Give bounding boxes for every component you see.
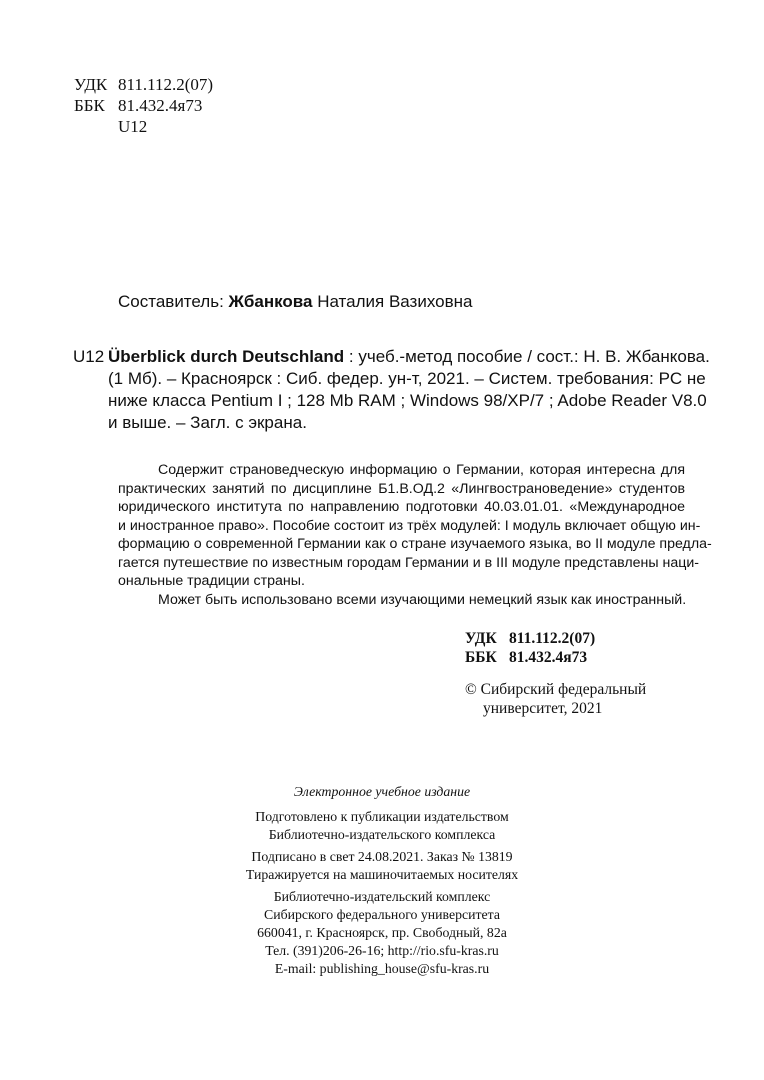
annotation-line: Содержит страноведческую информацию о Германии, которая интересна для: [158, 462, 685, 478]
annotation: [118, 461, 712, 609]
udk-row: [74, 74, 213, 95]
signed-date-order: Подписано в свет 24.08.2021. Заказ № 13819: [251, 849, 513, 864]
copyright-line-1: © Сибирский федеральный: [465, 681, 647, 698]
book-title: Überblick durch Deutschland: [108, 347, 345, 366]
annotation-line: Может быть использовано всеми изучающими немецкий язык как иностранный.: [158, 591, 687, 608]
annotation-line: и иностранное право». Пособие состоит из трёх модулей: I модуль включает общую ин-: [118, 517, 701, 534]
bib-line-1-rest: : учеб.-метод пособие / сост.: Н. В. Жбанкова.: [344, 347, 710, 366]
edition-type: Электронное учебное издание: [293, 784, 471, 799]
prep-line-1: Подготовлено к публикации издательством: [255, 809, 509, 824]
prep-line-2: Библиотечно-издательского комплекса: [268, 827, 496, 842]
copyright: [465, 680, 646, 718]
bib-line-2: (1 Мб). – Красноярск : Сиб. федер. ун-т, 2021. – Систем. требования: PC не: [108, 369, 706, 388]
bbk-label: ББК: [74, 96, 105, 115]
udk-label: УДК: [74, 75, 108, 94]
compiler-line: [118, 292, 473, 312]
annotation-line: формацию о современной Германии как о стране изучаемого языка, во II модуле предла-: [118, 536, 712, 552]
publisher-line-1: Библиотечно-издательский комплекс: [273, 889, 491, 904]
signing-info: [180, 848, 584, 884]
bibliographic-record: [73, 346, 710, 434]
annotation-line: практических занятий по дисциплине Б1.В.ОД.2 «Лингвострановедение» студентов: [118, 480, 685, 497]
publisher-line-2: Сибирского федерального университета: [264, 907, 500, 922]
compiler-label: Составитель:: [118, 292, 224, 311]
bbk-value: 81.432.4я73: [118, 96, 203, 115]
classification-codes-top: [74, 74, 213, 137]
bbk-value: 81.432.4я73: [509, 649, 588, 666]
annotation-line: юридического института по направлению подготовки 40.03.01.01. «Международное: [118, 499, 685, 515]
bib-line-4: и выше. – Загл. с экрана.: [108, 413, 307, 432]
udk-value: 811.112.2(07): [118, 75, 214, 94]
classification-codes-bottom: [465, 629, 595, 667]
author-mark: U12: [118, 117, 148, 136]
publisher-address: 660041, г. Красноярск, пр. Свободный, 82а: [257, 925, 507, 940]
publisher-email: E-mail: publishing_house@sfu-kras.ru: [274, 961, 490, 976]
compiler-name: Наталия Вазиховна: [317, 292, 473, 311]
annotation-line: гается путешествие по известным городам Германии и в III модуле представлены наци-: [118, 554, 700, 571]
udk-value: 811.112.2(07): [509, 630, 596, 647]
preparation-note: [180, 808, 584, 844]
bib-author-mark: U12: [73, 347, 105, 366]
bib-line-3: ниже класса Pentium I ; 128 Mb RAM ; Windows 98/XP/7 ; Adobe Reader V8.0: [108, 391, 707, 410]
circulation-note: Тиражируется на машиночитаемых носителях: [245, 867, 519, 882]
compiler-surname: Жбанкова: [228, 292, 313, 311]
bbk-row-bottom: [465, 648, 595, 667]
bbk-row: [74, 95, 213, 116]
copyright-line-2: университет, 2021: [483, 700, 603, 717]
udk-row-bottom: [465, 629, 595, 648]
bib-line-1: [108, 346, 710, 368]
publisher-phone-site: Тел. (391)206-26-16; http://rio.sfu-kras.ru: [265, 943, 499, 958]
publisher-info: [180, 888, 584, 978]
annotation-line: ональные традиции страны.: [118, 573, 305, 589]
bbk-label: ББК: [465, 649, 497, 666]
udk-label: УДК: [465, 630, 497, 647]
